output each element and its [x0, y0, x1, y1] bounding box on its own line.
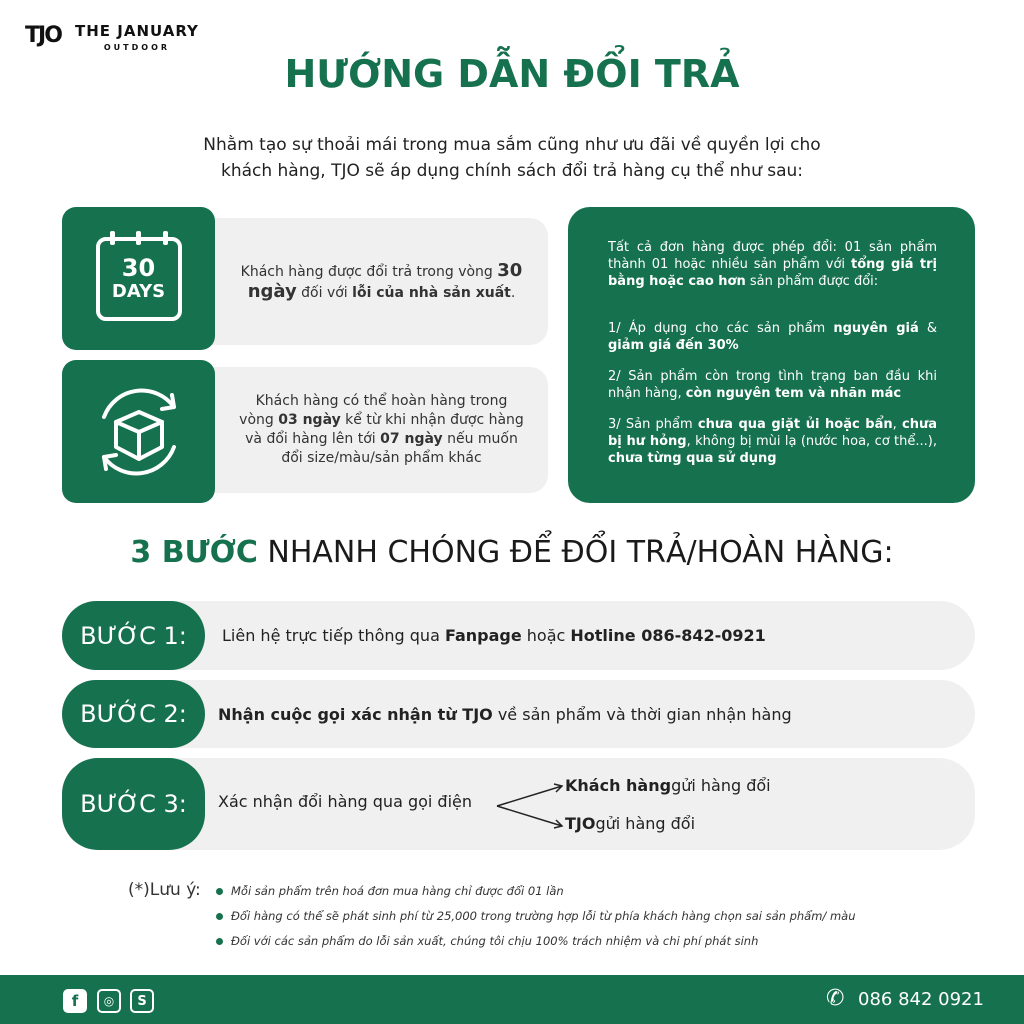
shopee-icon[interactable]: S — [130, 989, 154, 1013]
brand-sub: OUTDOOR — [103, 43, 171, 52]
note-item: Đổi hàng có thể sẽ phát sinh phí từ 25,000 trong trường hợp lỗi từ phía khách hàng chọn sai sản phẩm/ màu — [216, 909, 855, 923]
step-1-label: BƯỚC 1: — [62, 601, 205, 670]
step-3-text: Xác nhận đổi hàng qua gọi điện — [218, 792, 473, 811]
brand-name: THE JANUARY — [75, 22, 199, 40]
step-3-row: Xác nhận đổi hàng qua gọi điện Khách hàng gửi hàng đổi TJO gửi hàng đổi — [62, 758, 975, 850]
policy-card-return: Khách hàng có thể hoàn hàng trong vòng 03 ngày kể từ khi nhận được hàng và đổi hàng lên tới 07 ngày nếu muốn đổi size/màu/sản phẩm khác — [205, 367, 548, 493]
page-title: HƯỚNG DẪN ĐỔI TRẢ — [284, 52, 740, 96]
note-item: Đối với các sản phẩm do lỗi sản xuất, chúng tôi chịu 100% trách nhiệm và chi phí phát sinh — [216, 934, 758, 948]
step-3-label: BƯỚC 3: — [62, 758, 205, 850]
calendar-30-days-icon: 30 DAYS — [62, 207, 215, 350]
intro-line: Nhằm tạo sự thoải mái trong mua sắm cũng như ưu đãi về quyền lợi cho — [203, 135, 821, 155]
step-1-row: Liên hệ trực tiếp thông qua Fanpage hoặc Hotline 086-842-0921 — [62, 601, 975, 670]
intro-text — [0, 132, 1024, 184]
notes-label: (*)Lưu ý: — [128, 880, 201, 900]
footer-phone[interactable]: 086 842 0921 — [858, 989, 984, 1010]
steps-heading: 3 BƯỚC NHANH CHÓNG ĐỂ ĐỔI TRẢ/HOÀN HÀNG: — [130, 535, 894, 570]
note-item: Mỗi sản phẩm trên hoá đơn mua hàng chỉ được đổi 01 lần — [216, 884, 564, 898]
facebook-icon[interactable]: f — [63, 989, 87, 1013]
step-2-row: Nhận cuộc gọi xác nhận từ TJO về sản phẩm và thời gian nhận hàng — [62, 680, 975, 748]
step-2-label: BƯỚC 2: — [62, 680, 205, 748]
brand-logo — [25, 22, 199, 52]
policy-card-30-days: Khách hàng được đổi trả trong vòng 30 ngày đối với lỗi của nhà sản xuất. — [205, 218, 548, 345]
phone-icon: ✆ — [826, 986, 845, 1011]
exchange-conditions-card: Tất cả đơn hàng được phép đổi: 01 sản phẩm thành 01 hoặc nhiều sản phẩm với tổng giá trị bằng hoặc cao hơn sản phẩm được đổi: 1/ Áp dụng cho các sản phẩm nguyên giá & giảm giá đến 30% 2/ Sản phẩm còn trong tình trạng ban đầu khi nhận hàng, còn nguyên tem và nhãn mác 3/ Sản phẩm chưa qua giặt ủi hoặc bẩn, chưa bị hư hỏng, không bị mùi lạ (nước hoa, cơ thể...), chưa từng qua sử dụng — [568, 207, 975, 503]
tjo-logo-mark: TJO — [25, 23, 61, 48]
instagram-icon[interactable]: ◎ — [97, 989, 121, 1013]
box-exchange-icon — [62, 360, 215, 503]
branch-arrows-icon — [492, 778, 572, 834]
intro-line: khách hàng, TJO sẽ áp dụng chính sách đổi trả hàng cụ thể như sau: — [220, 161, 804, 181]
